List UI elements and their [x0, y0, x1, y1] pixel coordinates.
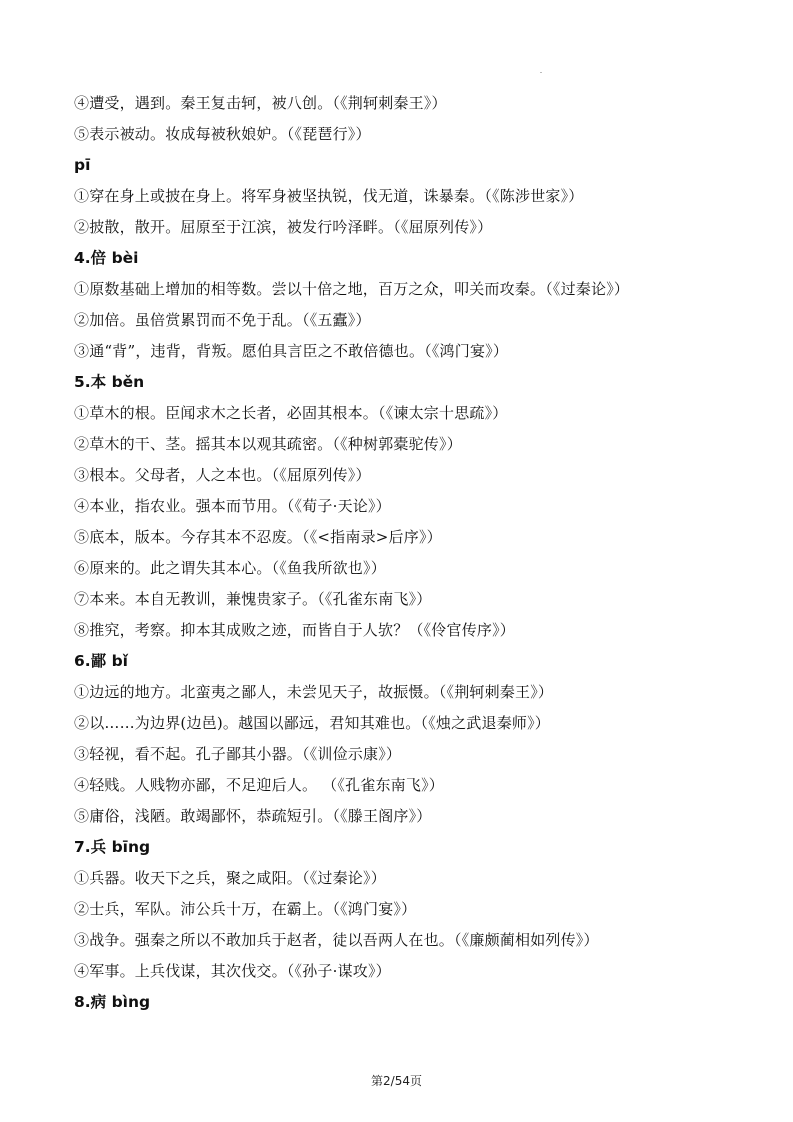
definition-line: ②以……为边界(边邑)。越国以鄙远，君知其难也。（《烛之武退秦师》）	[74, 714, 551, 732]
definition-line: ④军事。上兵伐谋，其次伐交。（《孙子·谋攻》）	[74, 962, 391, 980]
definition-line: ②草木的干、茎。摇其本以观其疏密。（《种树郭橐驼传》）	[74, 435, 462, 453]
definition-line: ⑤底本，版本。今存其本不忍废。（《<指南录>后序》）	[74, 528, 442, 546]
definition-line: ①穿在身上或披在身上。将军身被坚执锐，伐无道，诛暴秦。（《陈涉世家》）	[74, 187, 584, 205]
definition-line: ④遭受，遇到。秦王复击轲，被八创。（《荆轲刺秦王》）	[74, 94, 447, 112]
definition-line: ②披散，散开。屈原至于江滨，被发行吟泽畔。（《屈原列传》）	[74, 218, 493, 236]
definition-line: ③通“背”，违背，背叛。愿伯具言臣之不敢倍德也。（《鸿门宴》）	[74, 342, 509, 360]
definition-line: ②士兵，军队。沛公兵十万，在霸上。（《鸿门宴》）	[74, 900, 417, 918]
definition-line: ①兵器。收天下之兵，聚之咸阳。（《过秦论》）	[74, 869, 386, 887]
definition-line: ①原数基础上增加的相等数。尝以十倍之地，百万之众，叩关而攻秦。（《过秦论》）	[74, 280, 630, 298]
definition-line: ③根本。父母者，人之本也。（《屈原列传》）	[74, 466, 371, 484]
definition-line: ⑧推究，考察。抑本其成败之迹，而皆自于人欤？（《伶官传序》）	[74, 621, 516, 639]
definition-line: ①草木的根。臣闻求木之长者，必固其根本。（《谏太宗十思疏》）	[74, 404, 508, 422]
entry-heading: 6.鄙 bǐ	[74, 652, 128, 670]
entry-heading: 4.倍 bèi	[74, 249, 139, 267]
definition-line: ⑦本来。本自无教训，兼愧贵家子。（《孔雀东南飞》）	[74, 590, 432, 608]
definition-line: ③战争。强秦之所以不敢加兵于赵者，徒以吾两人在也。（《廉颇蔺相如列传》）	[74, 931, 599, 949]
definition-line: ⑤庸俗，浅陋。敢竭鄙怀，恭疏短引。（《滕王阁序》）	[74, 807, 432, 825]
scan-speck	[540, 72, 542, 73]
definition-line: ③轻视，看不起。孔子鄙其小器。（《训俭示康》）	[74, 745, 402, 763]
page-number: 第2/54页	[371, 1074, 422, 1088]
entry-heading: 8.病 bìng	[74, 993, 151, 1011]
definition-line: ④本业，指农业。强本而节用。（《荀子·天论》）	[74, 497, 391, 515]
definition-line: ④轻贱。人贱物亦鄙，不足迎后人。 （《孔雀东南飞》）	[74, 776, 444, 794]
document-body	[74, 88, 734, 1018]
definition-line: ⑤表示被动。妆成每被秋娘妒。（《琵琶行》）	[74, 125, 371, 143]
definition-line: ①边远的地方。北蛮夷之鄙人，未尝见天子，故振慑。（《荆轲刺秦王》）	[74, 683, 554, 701]
definition-line: ②加倍。虽倍赏累罚而不免于乱。（《五蠹》）	[74, 311, 371, 329]
entry-heading: 5.本 běn	[74, 373, 145, 391]
definition-line: ⑥原来的。此之谓失其本心。（《鱼我所欲也》）	[74, 559, 386, 577]
entry-heading: 7.兵 bīng	[74, 838, 151, 856]
entry-heading: pī	[74, 156, 91, 174]
